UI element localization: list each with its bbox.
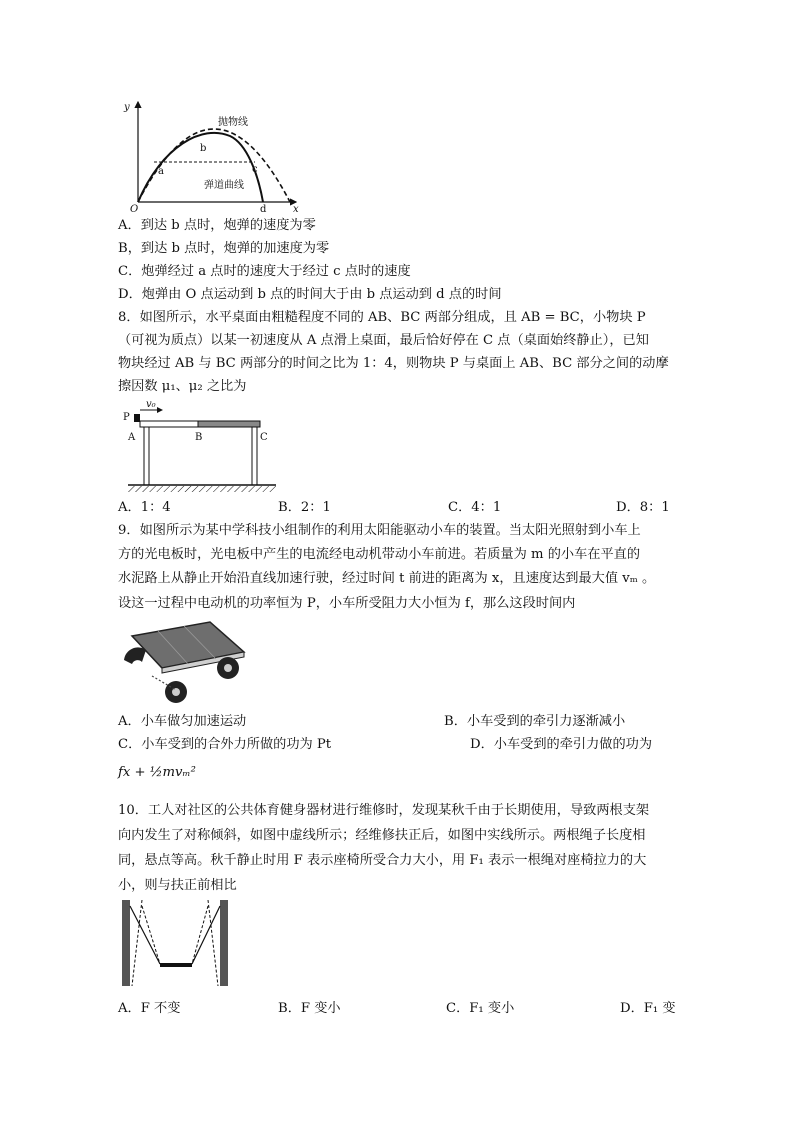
q10-stem-line2: 向内发生了对称倾斜，如图中虚线所示；经维修扶正后，如图中实线所示。两根绳子长度相 [118, 828, 646, 843]
left-rope [130, 906, 160, 964]
block-p [134, 414, 140, 422]
left-post [122, 900, 130, 986]
y-label: y [124, 102, 130, 113]
point-d-label: d [260, 204, 267, 214]
q9-formula: fx + ½mvₘ² [118, 765, 196, 780]
q8-option-d: D．8：1 [616, 500, 670, 515]
q9-stem-line2: 方的光电板时，光电板中产生的电流经电动机带动小车前进。若质量为 m 的小车在平直的 [118, 547, 641, 562]
trajectory-figure [112, 96, 312, 214]
q9-option-b: B．小车受到的牵引力逐渐减小 [444, 714, 626, 729]
q10-stem-line1: 10．工人对社区的公共体育健身器材进行维修时，发现某秋千由于长期使用，导致两根支架 [118, 803, 650, 818]
label-v0: v₀ [146, 400, 156, 410]
label-c: C [260, 432, 268, 443]
q8-option-c: C．4：1 [448, 500, 502, 515]
q9-option-c: C．小车受到的合外力所做的功为 Pt [118, 737, 332, 752]
table-figure [114, 400, 282, 496]
swing-figure [116, 896, 234, 992]
tabletop-ab [140, 421, 198, 427]
q8-stem-line3: 物块经过 AB 与 BC 两部分的时间之比为 1：4，则物块 P 与桌面上 AB、BC 部分之间的动摩 [118, 356, 669, 371]
q9-stem-line4: 设这一过程中电动机的功率恒为 P，小车所受阻力大小恒为 f，那么这段时间内 [118, 596, 576, 611]
q8-option-a: A．1：4 [118, 500, 171, 515]
point-b-label: b [200, 143, 207, 154]
label-p: P [123, 412, 130, 423]
q7-option-a: A．到达 b 点时，炮弹的速度为零 [118, 218, 316, 233]
q9-option-d: D．小车受到的牵引力做的功为 [470, 737, 653, 752]
right-rope [192, 906, 220, 964]
rear-wheel-top [124, 647, 146, 664]
front-left-hub [172, 688, 180, 696]
label-b: B [195, 432, 203, 443]
q9-option-a: A．小车做匀加速运动 [118, 714, 247, 729]
table-leg-right [252, 427, 257, 485]
q7-option-c: C．炮弹经过 a 点时的速度大于经过 c 点时的速度 [118, 264, 411, 279]
q8-stem-line1: 8．如图所示，水平桌面由粗糙程度不同的 AB、BC 两部分组成，且 AB = BC，小物块 P [118, 310, 646, 325]
x-label: x [293, 204, 299, 214]
tabletop-bc [198, 421, 260, 427]
right-post [220, 900, 228, 986]
solar-car-illustration [116, 616, 252, 710]
q8-stem-line2: （可视为质点）以某一初速度从 A 点滑上桌面，最后恰好停在 C 点（桌面始终静止），已知 [118, 333, 649, 348]
q10-option-b: B．F 变小 [278, 1001, 341, 1016]
q10-option-c: C．F₁ 变小 [446, 1001, 515, 1016]
q7-option-b: B，到达 b 点时，炮弹的加速度为零 [118, 241, 330, 256]
q10-stem-line3: 同，悬点等高。秋千静止时用 F 表示座椅所受合力大小，用 F₁ 表示一根绳对座椅拉力的大 [118, 853, 647, 868]
label-a: A [128, 432, 136, 443]
origin-label: O [130, 204, 139, 214]
q8-stem-line4: 擦因数 μ₁、μ₂ 之比为 [118, 379, 247, 394]
q9-stem-line3: 水泥路上从静止开始沿直线加速行驶，经过时间 t 前进的距离为 x，且速度达到最大值 vₘ 。 [118, 571, 656, 586]
q7-option-d: D．炮弹由 O 点运动到 b 点的时间大于由 b 点运动到 d 点的时间 [118, 287, 502, 302]
table-leg-left [144, 427, 149, 485]
q9-stem-line1: 9．如图所示为某中学科技小组制作的利用太阳能驱动小车的装置。当太阳光照射到小车上 [118, 523, 641, 538]
ground-hatch [128, 486, 276, 492]
point-a-label: a [158, 166, 164, 177]
swing-seat [160, 963, 192, 967]
parabola-label: 抛物线 [218, 117, 248, 128]
q10-option-a: A．F 不变 [118, 1001, 181, 1016]
q10-stem-line4: 小，则与扶正前相比 [118, 878, 237, 893]
point-c-label: c [252, 164, 258, 175]
q10-option-d: D．F₁ 变 [620, 1001, 676, 1016]
q8-option-b: B．2：1 [278, 500, 331, 515]
front-right-hub [224, 664, 232, 672]
trajectory-label: 弹道曲线 [204, 180, 244, 191]
